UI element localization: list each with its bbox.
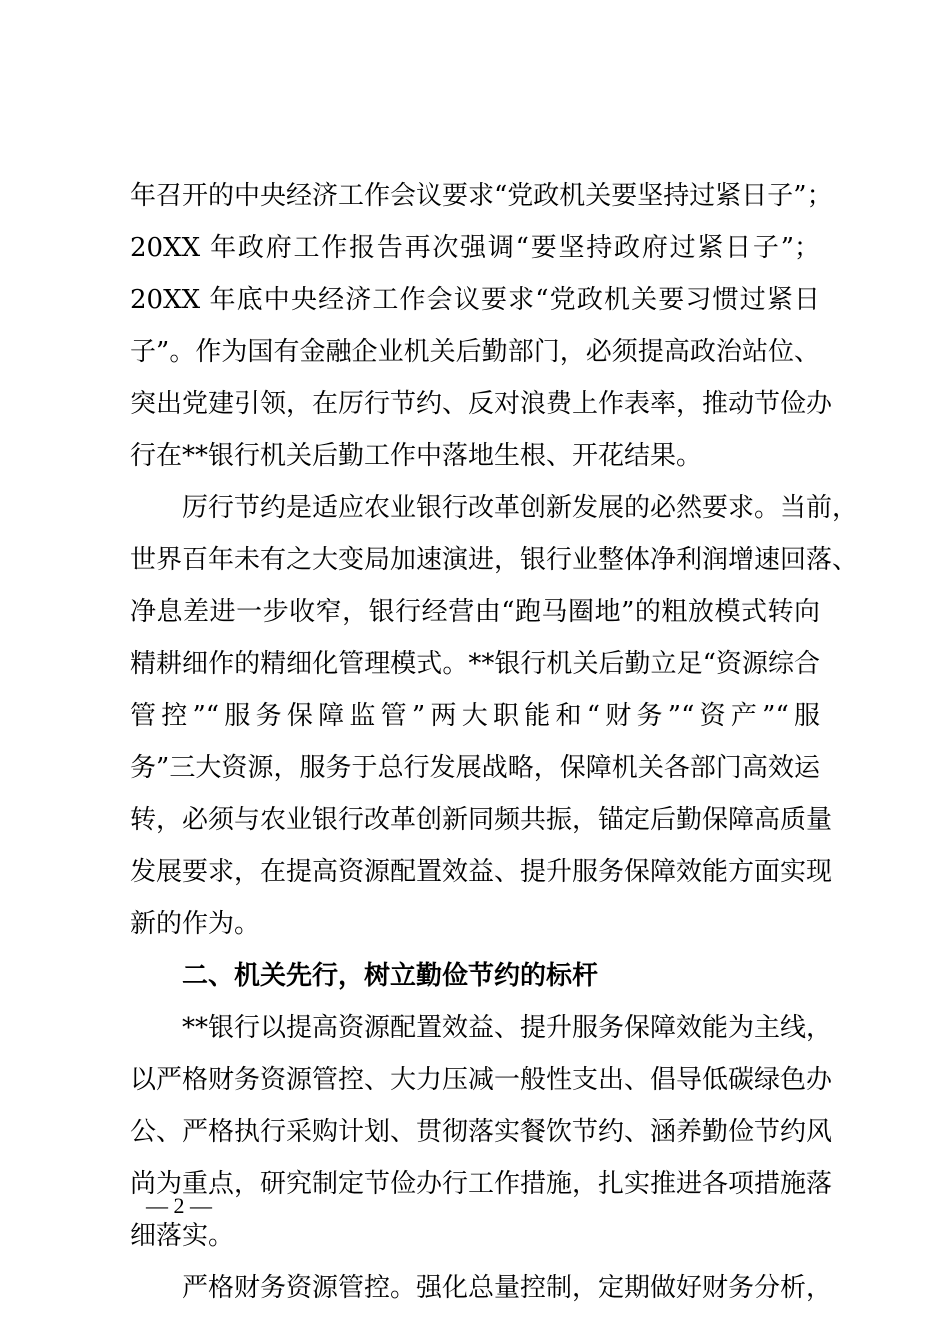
paragraph-first-line: **银行以提高资源配置效益、提升服务保障效能为主线， <box>182 1013 833 1043</box>
text-line: 转，必须与农业银行改革创新同频共振，锚定后勤保障高质量 <box>130 805 833 835</box>
text-line: 年召开的中央经济工作会议要求“党政机关要坚持过紧日子”； <box>130 181 833 211</box>
text-line: 子”。作为国有金融企业机关后勤部门，必须提高政治站位、 <box>130 337 820 367</box>
text-line: 管控”“服务保障监管”两大职能和“财务”“资产”“服 <box>130 701 820 731</box>
text-line: 20XX 年政府工作报告再次强调“要坚持政府过紧日子”； <box>130 233 820 263</box>
paragraph-first-line: 厉行节约是适应农业银行改革创新发展的必然要求。当前， <box>182 493 859 523</box>
text-line: 细落实。 <box>130 1221 235 1251</box>
text-line: 世界百年未有之大变局加速演进，银行业整体净利润增速回落、 <box>130 545 859 575</box>
text-line: 以严格财务资源管控、大力压减一般性支出、倡导低碳绿色办 <box>130 1065 833 1095</box>
paragraph-first-line: 严格财务资源管控。强化总量控制，定期做好财务分析， <box>182 1273 833 1303</box>
text-line: 务”三大资源，服务于总行发展战略，保障机关各部门高效运 <box>130 753 820 783</box>
section-heading: 二、机关先行，树立勤俭节约的标杆 <box>182 961 599 991</box>
text-line: 突出党建引领，在厉行节约、反对浪费上作表率，推动节俭办 <box>130 389 833 419</box>
text-line: 精耕细作的精细化管理模式。**银行机关后勤立足“资源综合 <box>130 649 820 679</box>
text-line: 公、严格执行采购计划、贯彻落实餐饮节约、涵养勤俭节约风 <box>130 1117 833 1147</box>
text-line: 净息差进一步收窄，银行经营由“跑马圈地”的粗放模式转向 <box>130 597 820 627</box>
text-line: 行在**银行机关后勤工作中落地生根、开花结果。 <box>130 441 703 471</box>
page-number: — 2 — <box>146 1193 212 1218</box>
text-line: 新的作为。 <box>130 909 261 939</box>
text-line: 尚为重点，研究制定节俭办行工作措施，扎实推进各项措施落 <box>130 1169 833 1199</box>
text-line: 20XX 年底中央经济工作会议要求“党政机关要习惯过紧日 <box>130 285 820 315</box>
text-line: 发展要求，在提高资源配置效益、提升服务保障效能方面实现 <box>130 857 833 887</box>
